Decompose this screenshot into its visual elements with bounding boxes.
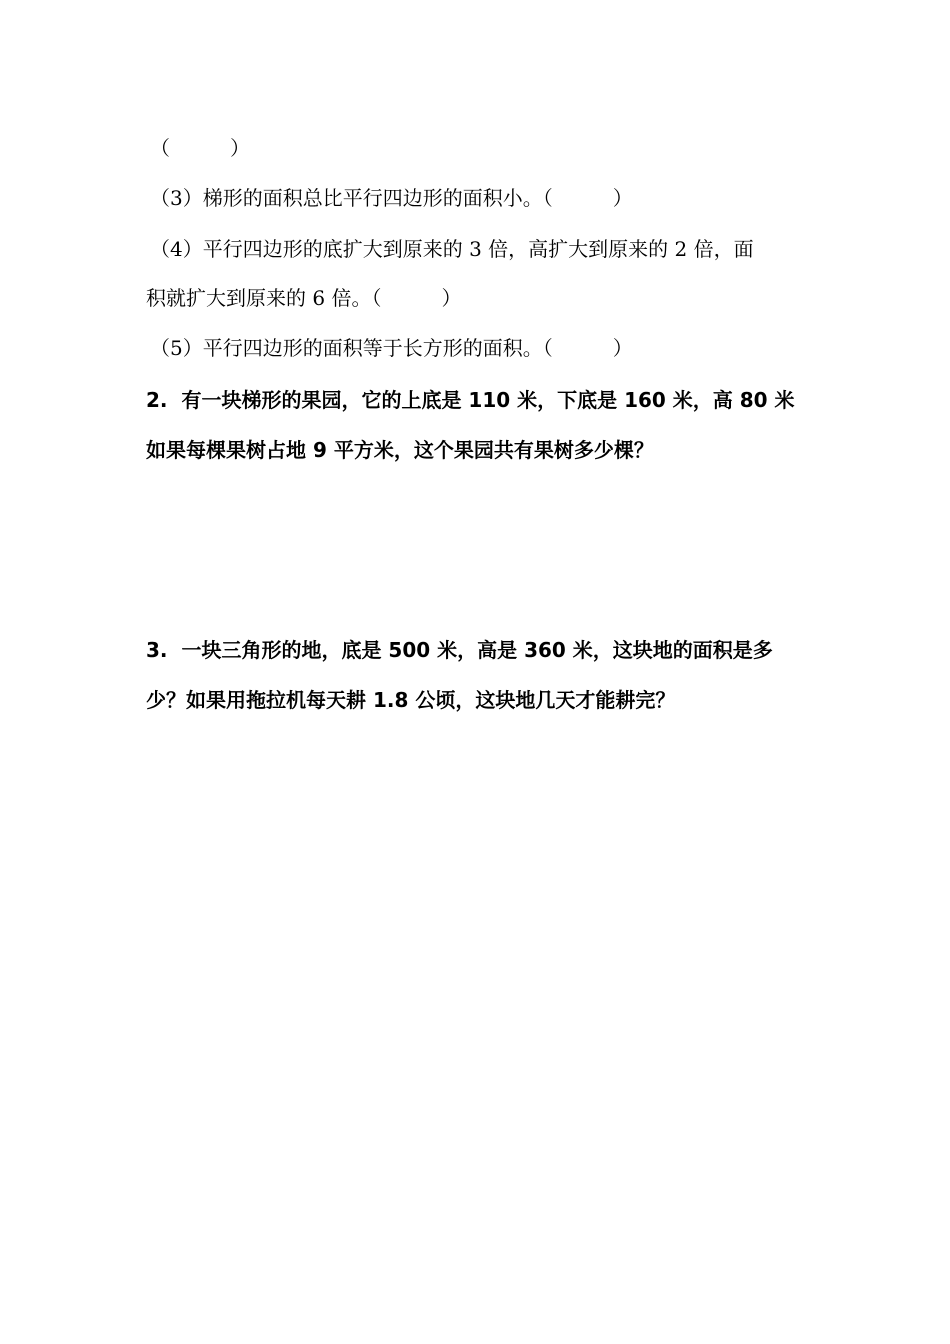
question-3-line-2: 少？如果用拖拉机每天耕 1.8 公顷，这块地几天才能耕完？ — [146, 688, 676, 712]
true-false-item-3: （3）梯形的面积总比平行四边形的面积小。（ ） — [150, 186, 633, 210]
true-false-item-4-line-2: 积就扩大到原来的 6 倍。（ ） — [146, 286, 462, 310]
question-3-line-1: 3. 一块三角形的地，底是 500 米，高是 360 米，这块地的面积是多 — [146, 638, 773, 662]
true-false-item-5: （5）平行四边形的面积等于长方形的面积。（ ） — [150, 336, 633, 360]
blank-answer-parentheses: （ ） — [150, 136, 250, 160]
question-2-line-2: 如果每棵果树占地 9 平方米，这个果园共有果树多少棵？ — [146, 438, 654, 462]
question-2-line-1: 2. 有一块梯形的果园，它的上底是 110 米，下底是 160 米，高 80 米 — [146, 388, 795, 412]
true-false-item-4-line-1: （4）平行四边形的底扩大到原来的 3 倍，高扩大到原来的 2 倍，面 — [150, 237, 754, 261]
